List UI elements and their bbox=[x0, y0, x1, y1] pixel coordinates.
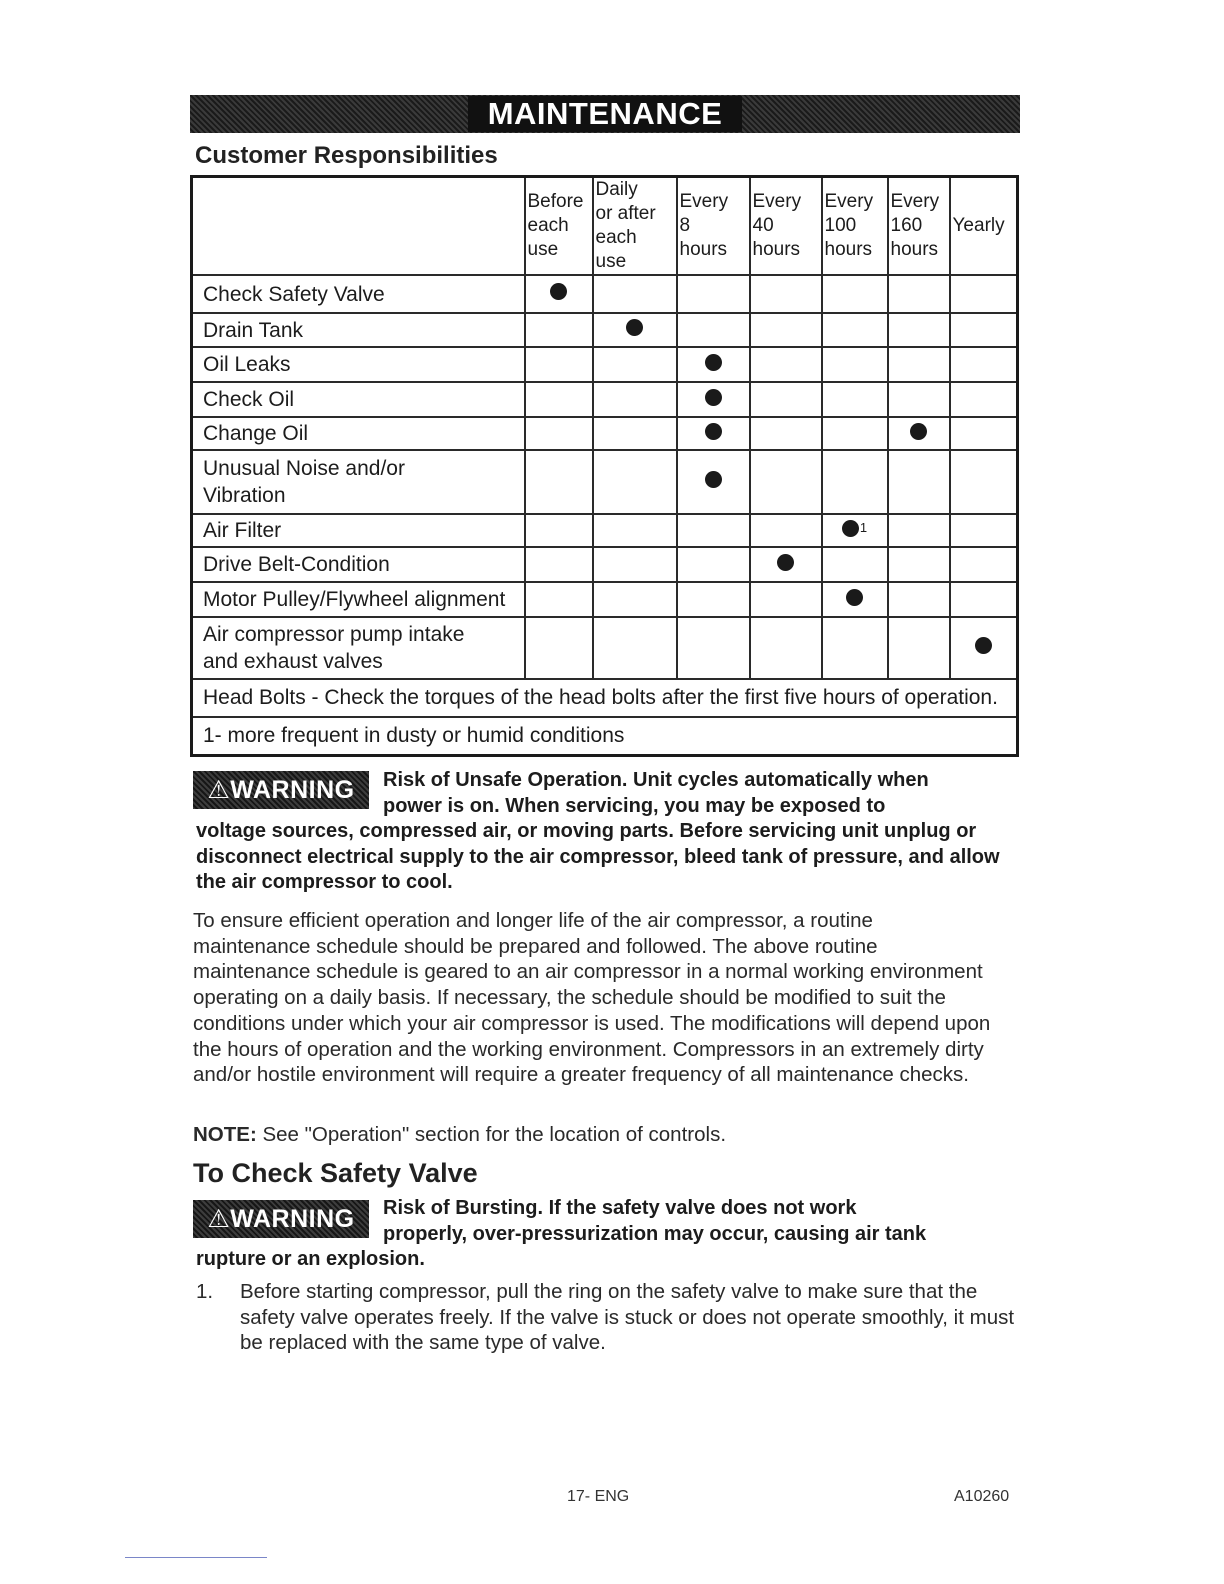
schedule-cell bbox=[525, 582, 593, 617]
table-row bbox=[192, 313, 1018, 347]
task-label: Check Oil bbox=[192, 382, 525, 417]
schedule-cell bbox=[950, 514, 1018, 547]
schedule-cell bbox=[950, 382, 1018, 417]
schedule-cell bbox=[750, 313, 822, 347]
table-row bbox=[192, 275, 1018, 313]
schedule-cell bbox=[677, 617, 750, 679]
header-interval: Yearly bbox=[950, 177, 1018, 276]
bullet-dot-icon bbox=[550, 283, 567, 300]
table-row bbox=[192, 582, 1018, 617]
warning1-rest: voltage sources, compressed air, or moving parts. Before servicing unit unplug or disconnect electrical supply to the air compressor, bleed tank of pressure, and allow the air compressor to cool. bbox=[196, 820, 1000, 893]
schedule-cell bbox=[593, 417, 677, 450]
task-label: Air compressor pump intake and exhaust valves bbox=[192, 617, 525, 679]
warning1-line1: Risk of Unsafe Operation. Unit cycles automatically when bbox=[383, 769, 929, 791]
schedule-cell bbox=[525, 313, 593, 347]
schedule-cell bbox=[525, 450, 593, 514]
schedule-cell bbox=[677, 417, 750, 450]
schedule-cell bbox=[750, 514, 822, 547]
header-interval: Before each use bbox=[525, 177, 593, 276]
note-line bbox=[193, 1122, 1023, 1148]
bullet-dot-icon bbox=[626, 319, 643, 336]
task-label: Oil Leaks bbox=[192, 347, 525, 382]
bullet-dot-icon bbox=[705, 354, 722, 371]
footnote-text: 1- more frequent in dusty or humid conditions bbox=[192, 717, 1018, 756]
bullet-dot-icon bbox=[975, 637, 992, 654]
bullet-dot-icon bbox=[777, 554, 794, 571]
header-interval: Every 40 hours bbox=[750, 177, 822, 276]
bullet-dot-icon bbox=[705, 471, 722, 488]
schedule-cell bbox=[525, 347, 593, 382]
table-row bbox=[192, 717, 1018, 756]
schedule-cell bbox=[822, 514, 888, 547]
schedule-cell bbox=[593, 313, 677, 347]
schedule-cell bbox=[888, 417, 950, 450]
table-row bbox=[192, 450, 1018, 514]
warning-badge bbox=[193, 771, 369, 809]
maintenance-paragraph: To ensure efficient operation and longer life of the air compressor, a routine maintenance schedule should be prepared and followed. The above routine maintenance schedule is geared to an air compressor in a normal working environment operating on a daily basis. If necessary, the schedule should be modified to suit the conditions under which your air compressor is used. The modifications will depend upon the hours of operation and the working environment. Compressors in an extremely dirty and/or hostile environment will require a greater frequency of all maintenance checks. bbox=[193, 909, 991, 1087]
schedule-cell bbox=[525, 547, 593, 582]
warning2-line2: properly, over-pressurization may occur, causing air tank bbox=[383, 1223, 927, 1245]
head-bolts-note: Head Bolts - Check the torques of the head bolts after the first five hours of operation. bbox=[192, 679, 1018, 717]
schedule-cell bbox=[888, 347, 950, 382]
table-row bbox=[192, 547, 1018, 582]
schedule-cell bbox=[593, 617, 677, 679]
schedule-cell bbox=[525, 382, 593, 417]
schedule-cell bbox=[950, 547, 1018, 582]
header-interval: Every 100 hours bbox=[822, 177, 888, 276]
schedule-cell bbox=[888, 275, 950, 313]
schedule-cell bbox=[750, 347, 822, 382]
banner-title: MAINTENANCE bbox=[468, 96, 743, 132]
schedule-cell bbox=[593, 382, 677, 417]
schedule-cell bbox=[950, 582, 1018, 617]
table-row bbox=[192, 679, 1018, 717]
bullet-dot-icon bbox=[705, 423, 722, 440]
schedule-cell bbox=[750, 547, 822, 582]
bottom-rule bbox=[125, 1557, 267, 1558]
schedule-cell bbox=[677, 547, 750, 582]
warning-label: ⚠WARNING bbox=[207, 776, 355, 804]
task-label: Drain Tank bbox=[192, 313, 525, 347]
schedule-cell bbox=[822, 547, 888, 582]
schedule-cell bbox=[525, 275, 593, 313]
schedule-cell bbox=[593, 514, 677, 547]
schedule-cell bbox=[822, 617, 888, 679]
schedule-cell bbox=[950, 617, 1018, 679]
schedule-cell bbox=[750, 382, 822, 417]
schedule-cell bbox=[677, 582, 750, 617]
schedule-cell bbox=[822, 382, 888, 417]
schedule-cell bbox=[750, 275, 822, 313]
customer-responsibilities-heading: Customer Responsibilities bbox=[195, 142, 498, 169]
task-label: Drive Belt-Condition bbox=[192, 547, 525, 582]
bullet-dot-icon bbox=[846, 589, 863, 606]
schedule-cell bbox=[750, 417, 822, 450]
warning-label: ⚠WARNING bbox=[207, 1205, 355, 1233]
schedule-cell bbox=[525, 514, 593, 547]
page-number: 17- ENG bbox=[567, 1488, 630, 1505]
task-label: Check Safety Valve bbox=[192, 275, 525, 313]
header-task-blank bbox=[192, 177, 525, 276]
schedule-cell bbox=[677, 275, 750, 313]
schedule-cell bbox=[677, 382, 750, 417]
schedule-cell bbox=[750, 450, 822, 514]
schedule-cell bbox=[593, 347, 677, 382]
bullet-dot-icon bbox=[842, 520, 859, 537]
check-safety-valve-heading: To Check Safety Valve bbox=[193, 1158, 478, 1188]
schedule-cell bbox=[888, 582, 950, 617]
schedule-cell bbox=[822, 450, 888, 514]
schedule-cell bbox=[888, 547, 950, 582]
schedule-cell bbox=[888, 617, 950, 679]
schedule-cell bbox=[525, 417, 593, 450]
step-number: 1. bbox=[196, 1280, 214, 1303]
schedule-cell bbox=[888, 450, 950, 514]
task-label: Air Filter bbox=[192, 514, 525, 547]
bullet-dot-icon bbox=[910, 423, 927, 440]
table-row bbox=[192, 417, 1018, 450]
header-interval: Every 160 hours bbox=[888, 177, 950, 276]
schedule-cell bbox=[950, 313, 1018, 347]
schedule-cell bbox=[593, 275, 677, 313]
schedule-cell bbox=[677, 514, 750, 547]
schedule-cell bbox=[677, 313, 750, 347]
warning2-rest: rupture or an explosion. bbox=[196, 1248, 425, 1270]
table-header-row bbox=[192, 177, 1018, 276]
section-banner bbox=[190, 95, 1020, 133]
header-interval: Daily or after each use bbox=[593, 177, 677, 276]
schedule-cell bbox=[950, 450, 1018, 514]
note-text: See "Operation" section for the location of controls. bbox=[256, 1123, 727, 1146]
schedule-cell bbox=[888, 313, 950, 347]
schedule-cell bbox=[677, 450, 750, 514]
schedule-cell bbox=[525, 617, 593, 679]
schedule-cell bbox=[593, 582, 677, 617]
schedule-cell bbox=[822, 417, 888, 450]
table-row bbox=[192, 347, 1018, 382]
warning-badge bbox=[193, 1200, 369, 1238]
schedule-cell bbox=[822, 275, 888, 313]
task-label: Motor Pulley/Flywheel alignment bbox=[192, 582, 525, 617]
footnote-marker: 1 bbox=[859, 519, 868, 535]
schedule-cell bbox=[950, 417, 1018, 450]
warning1-line2: power is on. When servicing, you may be exposed to bbox=[383, 795, 886, 817]
note-label: NOTE: bbox=[193, 1123, 257, 1146]
schedule-cell bbox=[593, 450, 677, 514]
table-row bbox=[192, 382, 1018, 417]
header-interval: Every 8 hours bbox=[677, 177, 750, 276]
table-row bbox=[192, 617, 1018, 679]
maintenance-schedule-table bbox=[190, 175, 1019, 757]
schedule-cell bbox=[888, 382, 950, 417]
step-text: Before starting compressor, pull the ring on the safety valve to make sure that the safety valve operates freely. If the valve is stuck or does not operate smoothly, it must be replaced with the same type of valve. bbox=[240, 1280, 1015, 1355]
schedule-cell bbox=[888, 514, 950, 547]
task-label: Unusual Noise and/or Vibration bbox=[192, 450, 525, 514]
schedule-cell bbox=[750, 582, 822, 617]
document-code: A10260 bbox=[954, 1488, 1010, 1505]
schedule-cell bbox=[822, 582, 888, 617]
schedule-cell bbox=[750, 617, 822, 679]
table-row bbox=[192, 514, 1018, 547]
schedule-cell bbox=[822, 313, 888, 347]
bullet-dot-icon bbox=[705, 389, 722, 406]
schedule-cell bbox=[950, 347, 1018, 382]
schedule-cell bbox=[822, 347, 888, 382]
schedule-cell bbox=[593, 547, 677, 582]
warning2-line1: Risk of Bursting. If the safety valve does not work bbox=[383, 1197, 857, 1219]
task-label: Change Oil bbox=[192, 417, 525, 450]
schedule-cell bbox=[950, 275, 1018, 313]
schedule-cell bbox=[677, 347, 750, 382]
